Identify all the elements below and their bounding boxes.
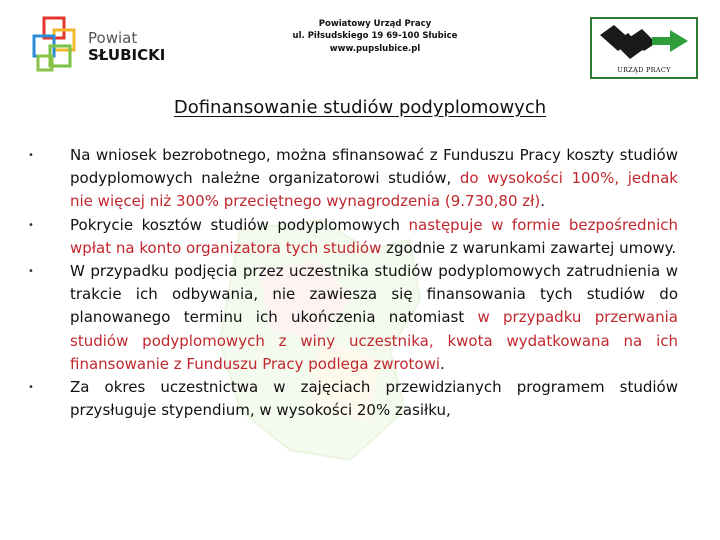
page-title — [0, 97, 720, 118]
powiat-logo — [28, 12, 174, 82]
bullet-text: Za okres uczestnictwa w zajęciach przewidzianych programem studiów przysługuje stypendium, w wysokości 20% zasiłku, — [70, 378, 678, 420]
bullet-text: . — [440, 354, 445, 373]
powiat-squares-icon — [28, 12, 84, 82]
page-title-text: Dofinansowanie studiów podyplomowych — [173, 97, 547, 118]
office-address: ul. Piłsudskiego 19 69-100 Słubice — [292, 31, 458, 42]
bullet-text: . — [540, 192, 546, 211]
urzad-pracy-arrow-icon — [592, 21, 696, 67]
bullet-item — [28, 260, 678, 376]
bullet-glyph: • — [28, 150, 34, 161]
office-address-block — [250, 18, 500, 55]
bullet-item — [28, 214, 678, 260]
bullet-text: Na wniosek bezrobotnego, można sfinansować z Funduszu Pracy koszty studiów podyplomowych należne organizatorowi studiów, — [70, 146, 678, 188]
office-website: www.pupslubice.pl — [329, 43, 421, 54]
bullet-list — [28, 144, 678, 422]
bullet-text: W przypadku podjęcia przez uczestnika studiów podyplomowych zatrudnienia w trakcie ich odbywania, nie zawiesza się finansowania tych studiów do planowanego terminu ich ukończenia natomiast — [70, 262, 678, 327]
bullet-emphasis: w przypadku przerwania studiów podyplomowych z winy uczestnika, kwota wydatkowana na ich finansowanie z Funduszu Pracy podlega zwrotowi — [70, 308, 678, 373]
bullet-item — [28, 376, 678, 422]
urzad-pracy-caption: URZĄD PRACY — [617, 66, 671, 74]
bullet-emphasis: następuje w formie bezpośrednich wpłat na konto organizatora tych studiów — [70, 215, 678, 257]
bullet-item — [28, 144, 678, 214]
logo-line-slubicki: SŁUBICKI — [88, 45, 166, 64]
bullet-glyph: • — [28, 219, 34, 231]
bullet-glyph: • — [28, 266, 34, 278]
bullet-text: zgodnie z warunkami zawartej umowy. — [381, 238, 677, 257]
office-name: Powiatowy Urząd Pracy — [318, 19, 432, 29]
bullet-emphasis: do wysokości 100%, jednak nie więcej niż 300% przeciętnego wynagrodzenia (9.730,80 zł) — [70, 169, 678, 211]
logo-line-powiat: Powiat — [88, 29, 138, 47]
bullet-text: Pokrycie kosztów studiów podyplomowych — [70, 215, 409, 234]
urzad-pracy-logo — [590, 17, 698, 79]
bullet-glyph: • — [28, 382, 34, 394]
